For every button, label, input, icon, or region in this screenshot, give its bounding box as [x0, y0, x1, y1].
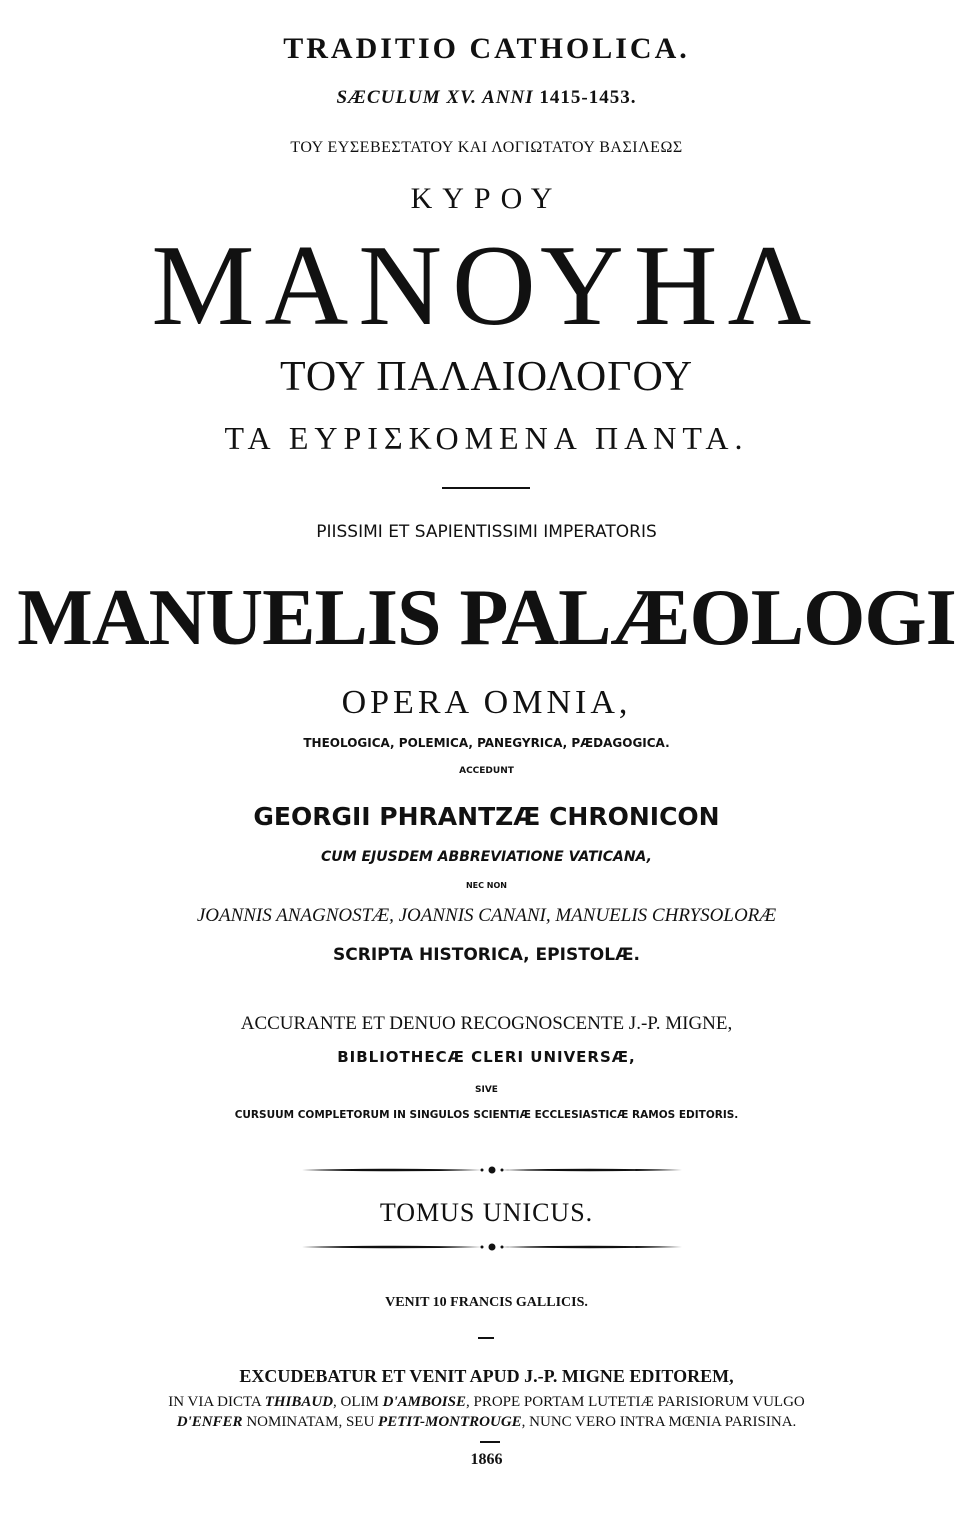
- chronicon-title: GEORGII PHRANTZÆ CHRONICON: [253, 802, 720, 831]
- ornament-rule-bottom: [302, 1240, 682, 1254]
- century-label: SÆCULUM XV.: [336, 87, 478, 108]
- volume-title: TOMUS UNICUS.: [379, 1198, 594, 1227]
- latin-genres: THEOLOGICA, POLEMICA, PANEGYRICA, PÆDAGOGICA.: [303, 736, 670, 750]
- scripta-line: SCRIPTA HISTORICA, EPISTOLÆ.: [333, 945, 640, 965]
- sive: SIVE: [475, 1085, 498, 1095]
- imprint-line-3b: NOMINATAM, SEU: [242, 1414, 379, 1430]
- imprint-line-3: [0, 1415, 973, 1430]
- imprint-year: 1866: [470, 1451, 503, 1468]
- small-rule-2: [480, 1441, 500, 1443]
- street-thibaud: THIBAUD: [264, 1394, 334, 1410]
- small-rule-1: [478, 1337, 494, 1339]
- imprint-line-1: EXCUDEBATUR ET VENIT APUD J.-P. MIGNE EDITOREM,: [239, 1366, 734, 1386]
- greek-epithet: ΤΟΥ ΕΥΣΕΒΕΣΤΑΤΟΥ ΚΑΙ ΛΟΓΙΩΤΑΤΟΥ ΒΑΣΙΛΕΩΣ: [290, 139, 683, 156]
- imprint-line-2c: , OLIM: [333, 1394, 383, 1410]
- imprint-line-2e: , PROPE PORTAM LUTETIÆ PARISIORUM VULGO: [465, 1394, 805, 1410]
- imprint-line-2a: IN VIA DICTA: [168, 1394, 265, 1410]
- latin-epithet: PIISSIMI ET SAPIENTISSIMI IMPERATORIS: [316, 522, 657, 542]
- years-label: ANNI: [482, 87, 534, 108]
- bibliotheca-line: BIBLIOTHECÆ CLERI UNIVERSÆ,: [337, 1048, 636, 1066]
- price-line: VENIT 10 FRANCIS GALLICIS.: [385, 1295, 588, 1310]
- street-amboise: D'AMBOISE: [382, 1394, 466, 1410]
- series-title: TRADITIO CATHOLICA.: [283, 32, 690, 65]
- place-montrouge: PETIT-MONTROUGE: [378, 1414, 522, 1430]
- years-range: 1415-1453.: [539, 87, 637, 108]
- greek-family: ΤΟΥ ΠΑΛΑΙΟΛΟΓΟΥ: [279, 354, 694, 400]
- latin-name: MANUELIS PALÆOLOGI: [17, 574, 956, 662]
- short-rule: [442, 487, 530, 489]
- nec-non: NEC NON: [465, 881, 507, 890]
- latin-opera: OPERA OMNIA,: [341, 684, 632, 721]
- accedunt: ACCEDUNT: [459, 766, 514, 776]
- imprint-line-2: [0, 1395, 973, 1410]
- place-enfer: D'ENFER: [176, 1414, 243, 1430]
- century-line: [0, 88, 973, 107]
- cursuum-line: CURSUUM COMPLETORUM IN SINGULOS SCIENTIÆ ECCLESIASTICÆ RAMOS EDITORIS.: [234, 1109, 739, 1121]
- ornament-rule-top: [302, 1163, 682, 1177]
- accurante-line: ACCURANTE ET DENUO RECOGNOSCENTE J.-P. MIGNE,: [240, 1013, 733, 1034]
- authors-line: JOANNIS ANAGNOSTÆ, JOANNIS CANANI, MANUELIS CHRYSOLORÆ: [196, 905, 777, 926]
- abbreviatione-line: CUM EJUSDEM ABBREVIATIONE VATICANA,: [321, 849, 652, 865]
- greek-name: ΜΑΝΟΥΗΛ: [151, 222, 822, 350]
- greek-kyrou: ΚΥΡΟΥ: [410, 182, 563, 215]
- greek-works: ΤΑ ΕΥΡΙΣΚΟΜΕΝΑ ΠΑΝΤΑ.: [224, 420, 749, 456]
- imprint-line-3d: , NUNC VERO INTRA MŒNIA PARISINA.: [521, 1414, 797, 1430]
